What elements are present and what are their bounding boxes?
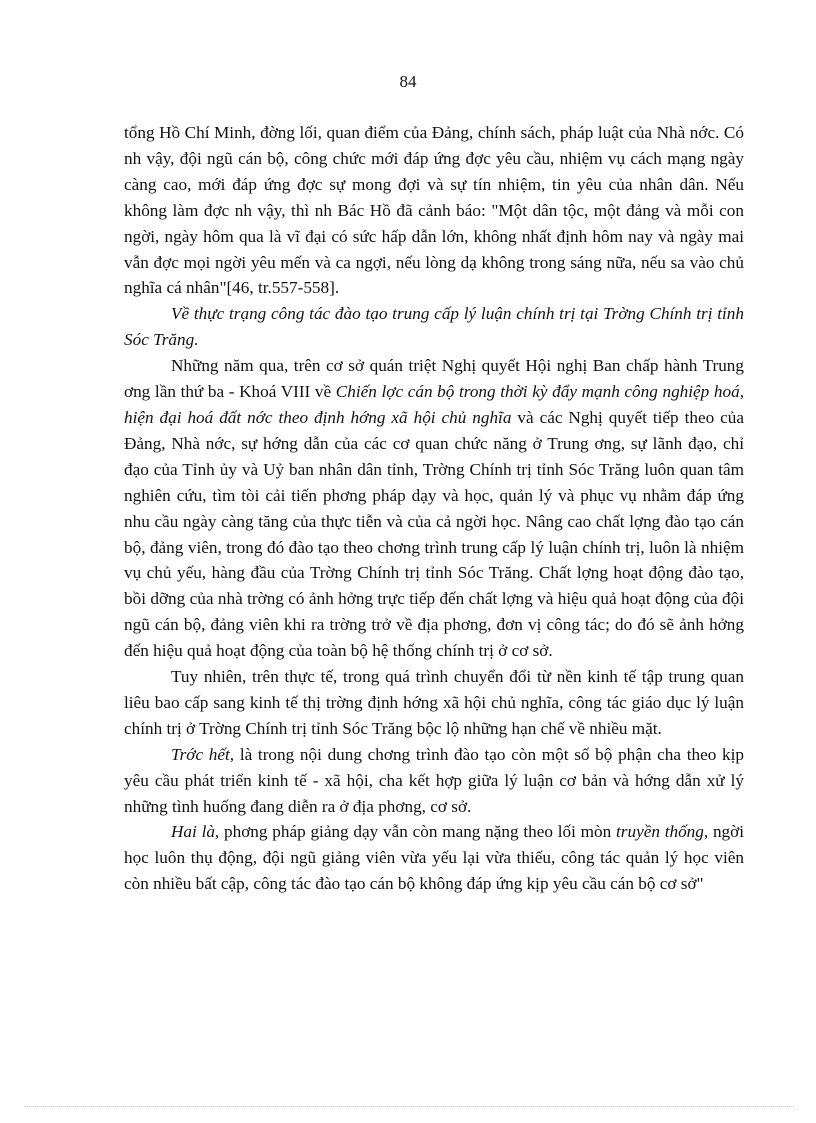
body-text (124, 120, 744, 897)
emphasis-word: truyền thống (616, 822, 704, 842)
paragraph-text: là trong nội dung chơng trình đào tạo còn một số bộ phận cha theo kịp yêu cầu phát triển kinh tế - xã hội, cha kết hợp giữa lý luận cơ bản và hớng dẫn xử lý những tình huống đang diễn ra ở địa phơng, cơ sở. (124, 744, 744, 816)
strategy-title: Chiến lợc cán bộ trong thời kỳ đẩy mạnh công nghiệp hoá, hiện đại hoá đất nớc theo định hớng xã hội chủ nghĩa (124, 382, 744, 427)
paragraph-text: phơng pháp giảng dạy vẫn còn mang nặng theo lối mòn (219, 822, 617, 842)
footer-divider (24, 1106, 794, 1107)
paragraph-text: Tuy nhiên, trên thực tế, trong quá trình chuyển đổi từ nền kinh tế tập trung quan liêu bao cấp sang kinh tế thị trờng định hớng xã hội chủ nghĩa, công tác giáo dục lý luận chính trị ở Trờng Chính trị tỉnh Sóc Trăng bộc lộ những hạn chế về nhiều mặt. (124, 667, 744, 738)
paragraph-text: Những năm qua, trên cơ sở quán triệt Nghị quyết Hội nghị Ban chấp hành Trung ơng lần thứ ba - Khoá VIII về (124, 356, 744, 402)
lead-in-phrase: Trớc hết, (171, 744, 235, 764)
paragraph (124, 819, 744, 897)
paragraph (124, 742, 744, 820)
section-heading-text: Về thực trạng công tác đào tạo trung cấp lý luận chính trị tại Trờng Chính trị tỉnh Sóc Trăng. (124, 304, 744, 350)
paragraph (124, 664, 744, 742)
lead-in-phrase: Hai là, (171, 822, 220, 842)
page-number: 84 (399, 72, 417, 91)
paragraph-text: , ngời học luôn thụ động, đội ngũ giảng viên vừa yếu lại vừa thiếu, công tác quản lý học viên còn nhiều bất cập, công tác đào tạo cán bộ không đáp ứng kịp yêu cầu cán bộ cơ sở" (124, 822, 744, 894)
section-heading (124, 301, 744, 353)
paragraph-text: tổng Hồ Chí Minh, đờng lối, quan điểm của Đảng, chính sách, pháp luật của Nhà nớc. Có nh vậy, đội ngũ cán bộ, công chức mới đáp ứng đợc yêu cầu, nhiệm vụ cách mạng ngày càng cao, mới đáp ứng đợc sự mong đợi và sự tín nhiệm, tin yêu của nhân dân. Nếu không làm đợc nh vậy, thì nh Bác Hồ đã cảnh báo: "Một dân tộc, một đảng và mỗi con ngời, ngày hôm qua là vĩ đại có sức hấp dẫn lớn, không nhất định hôm nay và ngày mai vẫn đợc mọi ngời yêu mến và ca ngợi, nếu lòng dạ không trong sáng nữa, nếu sa vào chủ nghĩa cá nhân"[46, tr.557-558]. (124, 123, 744, 298)
paragraph-continuation (124, 120, 744, 301)
paragraph (124, 353, 744, 664)
paragraph-text: và các Nghị quyết tiếp theo của Đảng, Nhà nớc, sự hớng dẫn của các cơ quan chức năng ở Trung ơng, sự lãnh đạo, chỉ đạo của Tỉnh ủy và Uỷ ban nhân dân tỉnh, Trờng Chính trị tỉnh Sóc Trăng luôn quan tâm nghiên cứu, tìm tòi cải tiến phơng pháp dạy và học, quản lý và phục vụ nhằm đáp ứng nhu cầu ngày càng tăng của thực tiễn và của cả ngời học. Nâng cao chất lợng đào tạo cán bộ, đảng viên, trong đó đào tạo theo chơng trình trung cấp lý luận chính trị, luôn là nhiệm vụ chủ yếu, hàng đầu của Trờng Chính trị tỉnh Sóc Trăng. Chất lợng hoạt động đào tạo, bồi dỡng của nhà trờng có ảnh hởng trực tiếp đến chất lợng và hiệu quả hoạt động của đội ngũ cán bộ, đảng viên khi ra trờng trở về địa phơng, đơn vị công tác; do đó sẽ ảnh hởng đến hiệu quả hoạt động của toàn bộ hệ thống chính trị ở cơ sở. (124, 407, 744, 661)
